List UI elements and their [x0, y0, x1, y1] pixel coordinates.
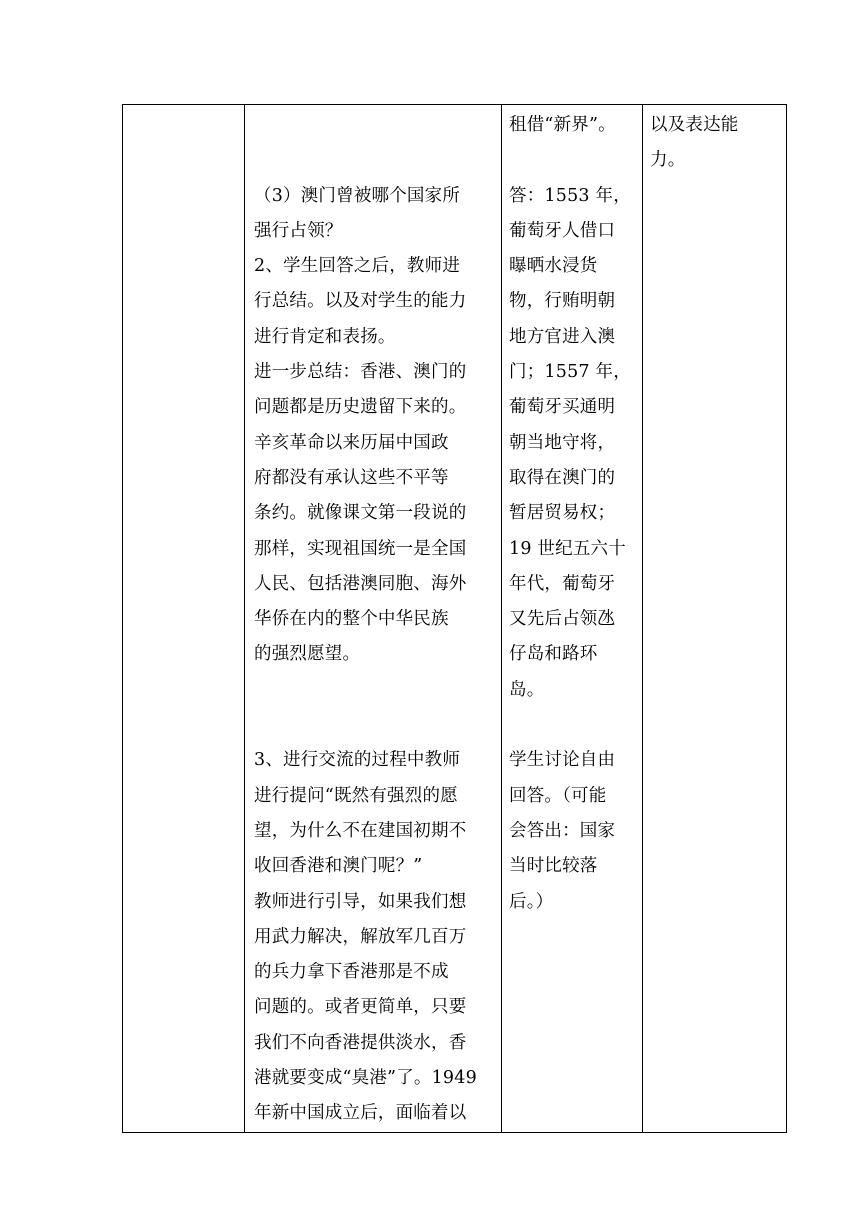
text-line: 物，行贿明朝 — [509, 291, 616, 312]
blank-line — [509, 143, 636, 178]
blank-line — [254, 708, 495, 743]
text-line: 问题的。或者更简单，只要 — [254, 997, 467, 1018]
lesson-plan-table — [122, 104, 787, 1133]
text-line: 曝晒水浸货 — [509, 256, 598, 277]
text-line: 人民、包括港澳同胞、海外 — [254, 573, 467, 594]
text-line: 暂居贸易权； — [509, 503, 616, 524]
text-line: 进一步总结：香港、澳门的 — [254, 362, 467, 383]
teacher-activity-text — [245, 105, 501, 1132]
text-line: 取得在澳门的 — [509, 467, 616, 488]
text-line: 又先后占领氹 — [509, 609, 616, 630]
text-line: 年新中国成立后，面临着以 — [254, 1103, 467, 1124]
text-line: 朝当地守将， — [509, 432, 616, 453]
text-line: 行总结。以及对学生的能力 — [254, 291, 467, 312]
text-line: 后。） — [509, 891, 554, 912]
text-line: 地方官进入澳 — [509, 326, 616, 347]
text-line: 学生讨论自由 — [509, 750, 616, 771]
text-line: 教师进行引导，如果我们想 — [254, 891, 467, 912]
table-cell-empty — [123, 105, 245, 1133]
blank-line — [254, 108, 495, 143]
table-row — [123, 105, 787, 1133]
text-line: 华侨在内的整个中华民族 — [254, 609, 449, 630]
text-line: 以及表达能 — [650, 115, 739, 135]
text-line: 2、学生回答之后，教师进 — [254, 256, 461, 277]
table-cell-design-intent — [643, 105, 787, 1133]
text-line: 岛。 — [509, 679, 545, 700]
table-cell-teacher-activity — [245, 105, 502, 1133]
text-line: 问题都是历史遗留下来的。 — [254, 397, 467, 418]
text-line: 年代，葡萄牙 — [509, 573, 616, 594]
text-line: （3）澳门曾被哪个国家所 — [254, 185, 461, 206]
text-line: 仔岛和路环 — [509, 644, 598, 665]
text-line: 我们不向香港提供淡水，香 — [254, 1032, 467, 1053]
blank-line — [254, 143, 495, 178]
text-line: 条约。就像课文第一段说的 — [254, 503, 467, 524]
student-activity-text — [502, 105, 642, 920]
text-line: 辛亥革命以来历届中国政 — [254, 432, 449, 453]
blank-line — [509, 708, 636, 743]
text-line: 3、进行交流的过程中教师 — [254, 750, 461, 771]
text-line: 进行肯定和表扬。 — [254, 326, 396, 347]
text-line: 进行提问“既然有强烈的愿 — [254, 785, 458, 806]
text-line: 19 世纪五六十 — [509, 538, 626, 559]
text-line: 葡萄牙人借口 — [509, 220, 616, 241]
design-intent-text — [643, 105, 786, 179]
text-line: 望，为什么不在建国初期不 — [254, 820, 467, 841]
text-line: 府都没有承认这些不平等 — [254, 467, 449, 488]
text-line: 收回香港和澳门呢？” — [254, 856, 423, 877]
blank-line — [254, 673, 495, 708]
text-line: 那样，实现祖国统一是全国 — [254, 538, 467, 559]
table-cell-student-activity — [502, 105, 643, 1133]
text-line: 答：1553 年， — [509, 185, 631, 206]
text-line: 的兵力拿下香港那是不成 — [254, 962, 449, 983]
text-line: 力。 — [650, 150, 686, 171]
text-line: 当时比较落 — [509, 856, 598, 877]
text-line: 港就要变成“臭港”了。1949 — [254, 1068, 477, 1089]
text-line: 会答出：国家 — [509, 820, 616, 841]
text-line: 门；1557 年， — [509, 362, 631, 383]
text-line: 回答。（可能 — [509, 785, 607, 806]
text-line: 的强烈愿望。 — [254, 644, 361, 665]
text-line: 租借“新界”。 — [509, 115, 616, 135]
text-line: 强行占领？ — [254, 220, 343, 241]
text-line: 葡萄牙买通明 — [509, 397, 616, 418]
text-line: 用武力解决，解放军几百万 — [254, 926, 467, 947]
